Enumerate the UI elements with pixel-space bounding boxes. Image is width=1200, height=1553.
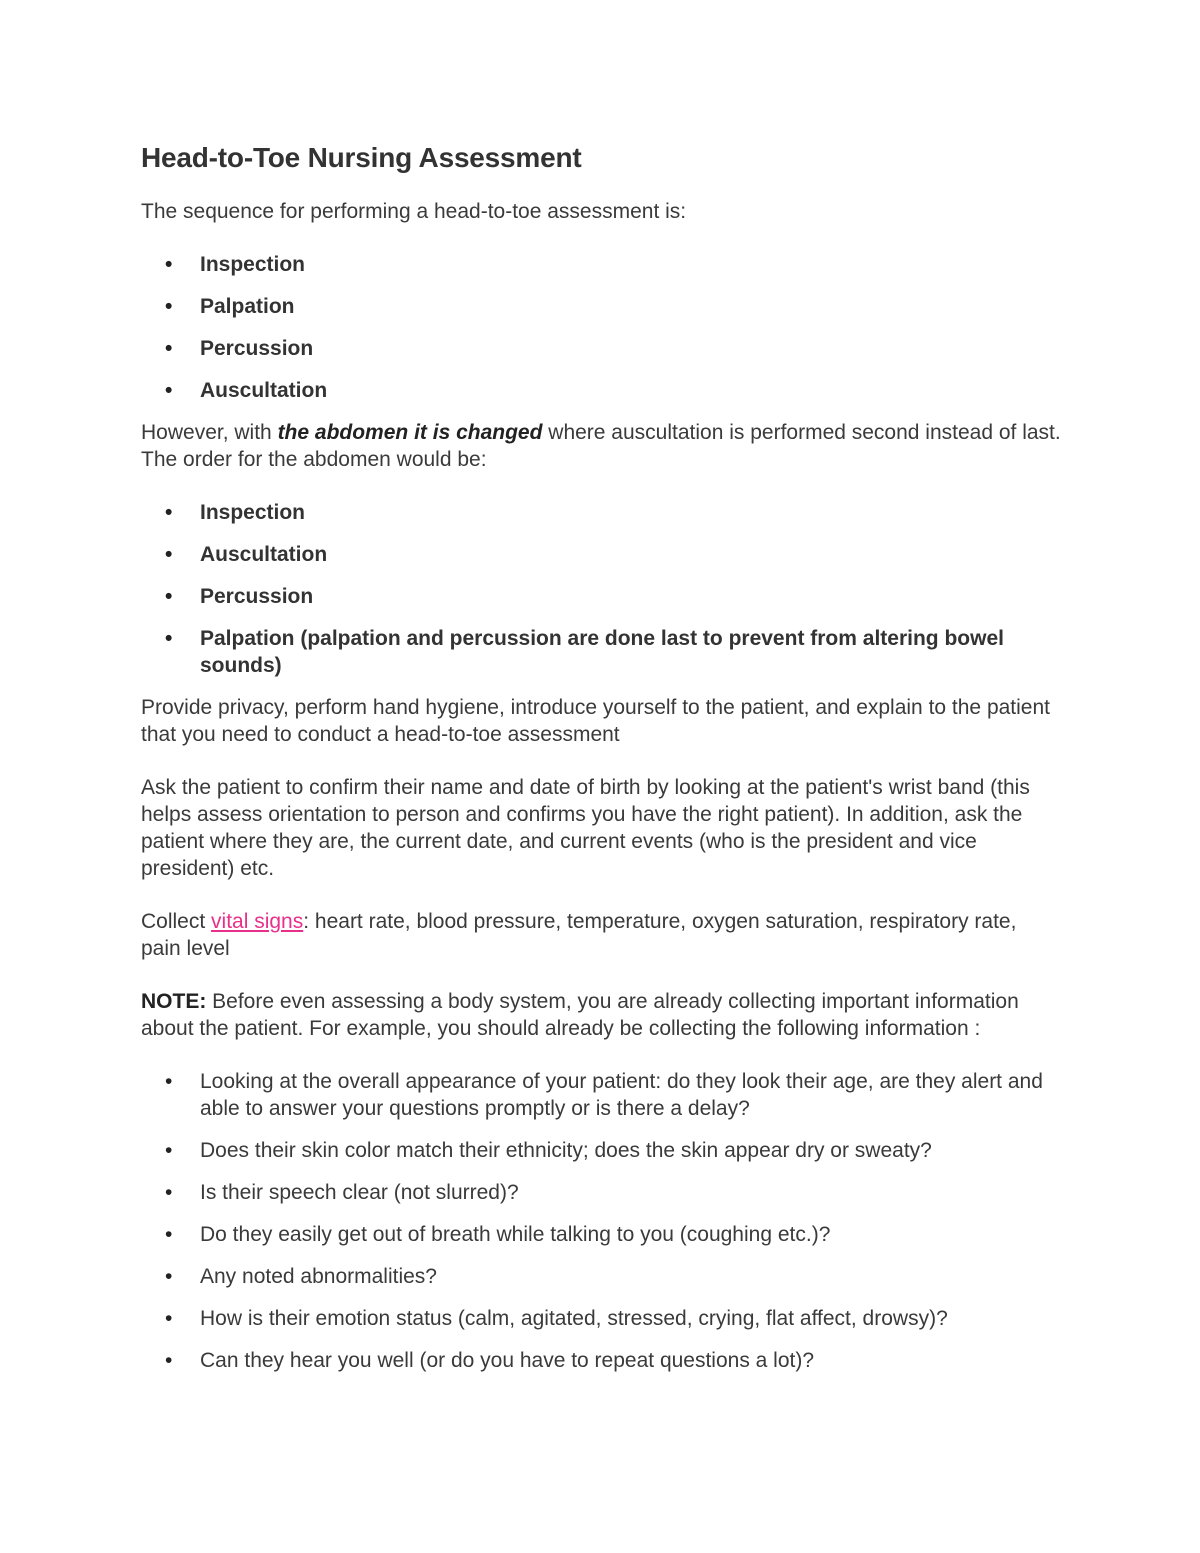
list-item: • Do they easily get out of breath while talking to you (coughing etc.)? xyxy=(165,1223,831,1246)
list-item: • Inspection xyxy=(165,501,306,524)
bullet-icon: • xyxy=(165,337,173,360)
list-item: • Can they hear you well (or do you have to repeat questions a lot)? xyxy=(165,1349,815,1372)
list-item: • Palpation (palpation and percussion are done last to prevent from altering bowel sounds) xyxy=(165,627,1004,677)
bullet-icon: • xyxy=(165,253,173,276)
list-item: • Looking at the overall appearance of your patient: do they look their age, are they alert and able to answer your questions promptly or is there a delay? xyxy=(165,1070,1043,1120)
list-item: • Percussion xyxy=(165,585,314,608)
list-item: • Any noted abnormalities? xyxy=(165,1265,437,1288)
assessment-sequence-list xyxy=(141,251,1061,404)
bullet-icon: • xyxy=(165,1265,173,1288)
page-title: Head-to-Toe Nursing Assessment xyxy=(141,142,582,173)
bullet-icon: • xyxy=(165,1070,173,1093)
bullet-icon: • xyxy=(165,1181,173,1204)
bullet-icon: • xyxy=(165,585,173,608)
note-paragraph: NOTE: Before even assessing a body system, you are already collecting important information about the patient. For example, you should already be collecting the following information : xyxy=(141,990,1019,1040)
list-item: • Does their skin color match their ethnicity; does the skin appear dry or sweaty? xyxy=(165,1139,932,1162)
bullet-icon: • xyxy=(165,295,173,318)
bullet-icon: • xyxy=(165,1349,173,1372)
bullet-icon: • xyxy=(165,1223,173,1246)
list-item: • Inspection xyxy=(165,253,306,276)
abdomen-paragraph: However, with the abdomen it is changed where auscultation is performed second instead of last. The order for the abdomen would be: xyxy=(141,421,1061,471)
vital-signs-link[interactable]: vital signs xyxy=(211,910,304,933)
intro-paragraph: The sequence for performing a head-to-toe assessment is: xyxy=(141,200,687,223)
list-item: • Auscultation xyxy=(165,379,328,402)
list-item: • Palpation xyxy=(165,295,295,318)
bullet-icon: • xyxy=(165,379,173,402)
list-item: • Auscultation xyxy=(165,543,328,566)
document-page xyxy=(141,140,1061,1389)
bullet-icon: • xyxy=(165,501,173,524)
bullet-icon: • xyxy=(165,627,173,650)
privacy-paragraph: Provide privacy, perform hand hygiene, introduce yourself to the patient, and explain to the patient that you need to conduct a head-to-toe assessment xyxy=(141,696,1050,746)
vital-signs-paragraph: Collect vital signs: heart rate, blood pressure, temperature, oxygen saturation, respiratory rate, pain level xyxy=(141,910,1017,960)
bullet-icon: • xyxy=(165,543,173,566)
abdomen-emphasis: the abdomen it is changed xyxy=(277,421,543,444)
list-item: • How is their emotion status (calm, agitated, stressed, crying, flat affect, drowsy)? xyxy=(165,1307,948,1330)
observations-list xyxy=(141,1068,1061,1374)
bullet-icon: • xyxy=(165,1139,173,1162)
list-item: • Percussion xyxy=(165,337,314,360)
list-item: • Is their speech clear (not slurred)? xyxy=(165,1181,519,1204)
abdomen-sequence-list xyxy=(141,499,1061,679)
note-label: NOTE: xyxy=(141,990,207,1013)
confirm-identity-paragraph: Ask the patient to confirm their name and date of birth by looking at the patient's wrist band (this helps assess orientation to person and confirms you have the right patient). In addition, ask the patient where they are, the current date, and current events (who is the president and vice president) etc. xyxy=(141,776,1030,880)
bullet-icon: • xyxy=(165,1307,173,1330)
